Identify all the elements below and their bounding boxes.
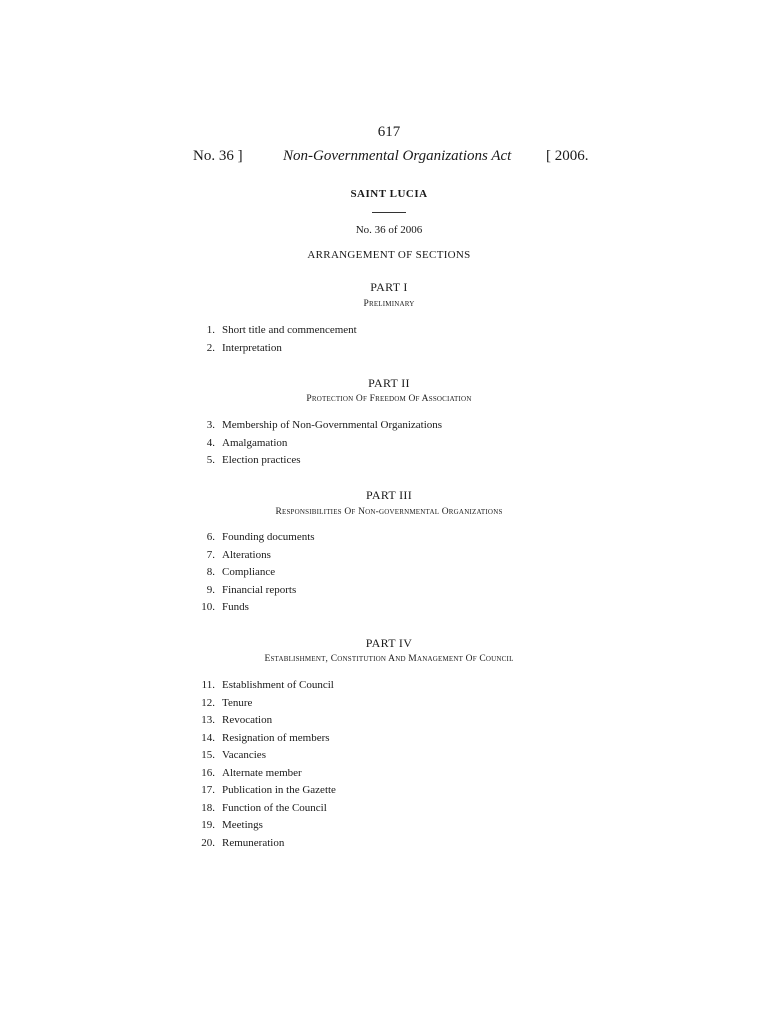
section-title: Founding documents bbox=[222, 531, 315, 543]
section-item[interactable] bbox=[0, 679, 770, 697]
section-title: Election practices bbox=[222, 454, 301, 466]
section-item[interactable] bbox=[0, 342, 770, 360]
section-title: Compliance bbox=[222, 566, 276, 578]
part-3-title: PART III bbox=[365, 488, 413, 502]
section-item[interactable] bbox=[0, 601, 770, 619]
section-item[interactable] bbox=[0, 837, 770, 855]
section-item[interactable] bbox=[0, 531, 770, 549]
arrangement-heading: ARRANGEMENT OF SECTIONS bbox=[307, 249, 471, 261]
section-number: 2. bbox=[206, 341, 215, 354]
part-2-section-list bbox=[0, 419, 770, 472]
part-4-title: PART IV bbox=[365, 636, 413, 650]
part-3-heading: Responsibilities Of Non-governmental Organizations bbox=[275, 507, 503, 517]
part-2-title: PART II bbox=[368, 376, 410, 390]
section-number: 7. bbox=[206, 548, 215, 561]
section-item[interactable] bbox=[0, 802, 770, 820]
section-title: Publication in the Gazette bbox=[222, 784, 336, 796]
section-number: 9. bbox=[206, 583, 215, 596]
section-item[interactable] bbox=[0, 324, 770, 342]
section-title: Short title and commencement bbox=[222, 324, 357, 336]
section-number: 5. bbox=[206, 454, 215, 466]
header-act-title: Non-Governmental Organizations Act bbox=[283, 148, 512, 164]
section-number: 8. bbox=[206, 566, 215, 578]
page-number: 617 bbox=[377, 124, 401, 140]
section-number: 11. bbox=[201, 679, 215, 691]
title-divider bbox=[372, 212, 406, 213]
section-item[interactable] bbox=[0, 819, 770, 837]
section-number: 17. bbox=[201, 784, 215, 796]
part-2-heading: Protection Of Freedom Of Association bbox=[306, 394, 472, 404]
section-item[interactable] bbox=[0, 549, 770, 567]
section-number: 6. bbox=[206, 531, 215, 543]
section-title: Establishment of Council bbox=[222, 679, 334, 691]
section-title: Membership of Non-Governmental Organizations bbox=[222, 419, 443, 431]
section-number: 13. bbox=[201, 714, 215, 726]
header-act-number: No. 36 ] bbox=[193, 148, 243, 164]
section-number: 1. bbox=[206, 324, 215, 336]
section-number: 3. bbox=[206, 419, 215, 431]
section-title: Revocation bbox=[222, 714, 273, 726]
section-title: Funds bbox=[222, 601, 249, 613]
section-title: Remuneration bbox=[222, 836, 285, 849]
section-title: Alternate member bbox=[222, 766, 302, 779]
section-item[interactable] bbox=[0, 566, 770, 584]
part-1-title: PART I bbox=[370, 280, 408, 294]
section-item[interactable] bbox=[0, 454, 770, 472]
section-item[interactable] bbox=[0, 419, 770, 437]
section-number: 15. bbox=[201, 749, 215, 761]
section-number: 18. bbox=[201, 801, 215, 814]
part-4-heading: Establishment, Constitution And Management Of Council bbox=[264, 654, 514, 664]
part-1-heading: Preliminary bbox=[363, 299, 415, 309]
section-item[interactable] bbox=[0, 437, 770, 455]
section-title: Financial reports bbox=[222, 583, 297, 596]
part-3-section-list bbox=[0, 531, 770, 619]
section-title: Resignation of members bbox=[222, 731, 330, 744]
section-title: Tenure bbox=[222, 696, 253, 709]
running-header bbox=[0, 148, 770, 168]
section-item[interactable] bbox=[0, 697, 770, 715]
section-number: 14. bbox=[201, 731, 215, 744]
section-number: 10. bbox=[201, 601, 215, 613]
part-4-section-list bbox=[0, 679, 770, 854]
section-number: 12. bbox=[201, 696, 215, 709]
section-title: Function of the Council bbox=[222, 801, 327, 814]
section-number: 20. bbox=[201, 836, 215, 849]
section-title: Meetings bbox=[222, 819, 263, 831]
section-number: 4. bbox=[206, 436, 215, 449]
section-item[interactable] bbox=[0, 749, 770, 767]
section-item[interactable] bbox=[0, 784, 770, 802]
country-title: SAINT LUCIA bbox=[350, 188, 428, 200]
section-title: Alterations bbox=[222, 548, 271, 561]
act-number: No. 36 of 2006 bbox=[355, 224, 423, 236]
section-item[interactable] bbox=[0, 732, 770, 750]
section-title: Amalgamation bbox=[222, 436, 288, 449]
section-item[interactable] bbox=[0, 584, 770, 602]
section-item[interactable] bbox=[0, 767, 770, 785]
section-item[interactable] bbox=[0, 714, 770, 732]
section-title: Interpretation bbox=[222, 341, 282, 354]
section-title: Vacancies bbox=[222, 749, 266, 761]
section-number: 19. bbox=[201, 819, 215, 831]
section-number: 16. bbox=[201, 766, 215, 779]
part-1-section-list bbox=[0, 324, 770, 359]
header-year: [ 2006. bbox=[546, 148, 589, 164]
